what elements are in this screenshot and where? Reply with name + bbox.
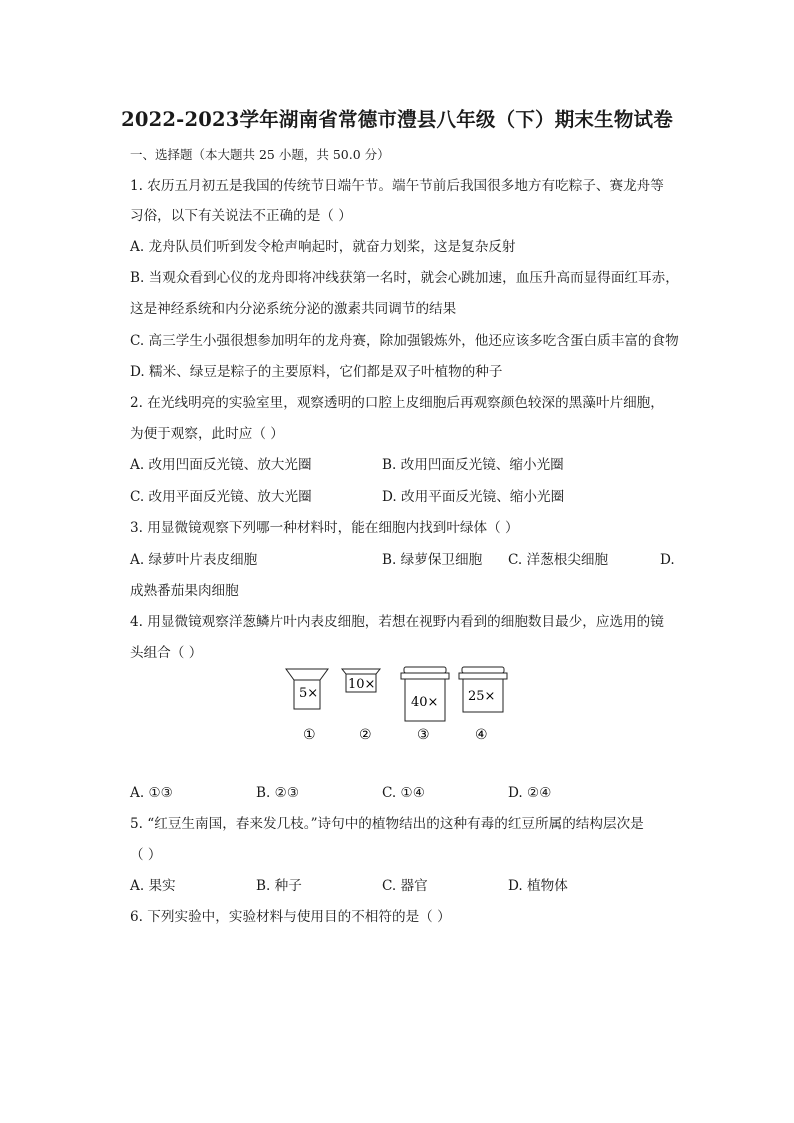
lens-number-4: ④ [475, 727, 488, 743]
section-heading: 一、选择题（本大题共 25 小题，共 50.0 分） [130, 147, 390, 162]
q4-option-a: A. ①③ [130, 785, 173, 801]
q2-option-d: D. 改用平面反光镜、缩小光圈 [382, 489, 565, 505]
lens-diagram [280, 662, 520, 752]
lens-number-2: ② [359, 727, 372, 743]
q1-option-a: A. 龙舟队员们听到发令枪声响起时，就奋力划桨，这是复杂反射 [130, 239, 516, 255]
q1-option-b-line1: B. 当观众看到心仪的龙舟即将冲线获第一名时，就会心跳加速，血压升高而显得面红耳赤， [130, 270, 679, 286]
q1-stem-line2: 习俗，以下有关说法不正确的是（ ） [130, 208, 352, 224]
q5-option-b: B. 种子 [256, 878, 302, 894]
q3-option-d: D. [660, 552, 675, 568]
q2-stem-line1: 2. 在光线明亮的实验室里，观察透明的口腔上皮细胞后再观察颜色较深的黑藻叶片细胞， [130, 395, 664, 411]
q3-option-b: B. 绿萝保卫细胞 [382, 552, 483, 568]
q3-option-d-text: 成熟番茄果肉细胞 [130, 583, 239, 599]
q1-option-c: C. 高三学生小强很想参加明年的龙舟赛，除加强锻炼外，他还应该多吃含蛋白质丰富的食物 [130, 333, 679, 349]
page-title: 2022-2023学年湖南省常德市澧县八年级（下）期末生物试卷 [121, 108, 673, 131]
q2-stem-line2: 为便于观察，此时应（ ） [130, 426, 284, 442]
q3-option-c: C. 洋葱根尖细胞 [508, 552, 609, 568]
q4-option-d: D. ②④ [508, 785, 552, 801]
q6-stem: 6. 下列实验中，实验材料与使用目的不相符的是（ ） [130, 909, 451, 925]
q5-stem-line2: （ ） [130, 847, 162, 863]
q4-option-b: B. ②③ [256, 785, 300, 801]
q4-stem-line1: 4. 用显微镜观察洋葱鳞片叶内表皮细胞，若想在视野内看到的细胞数目最少，应选用的镜 [130, 614, 664, 630]
lens-label-40x: 40× [411, 695, 439, 710]
q4-option-c: C. ①④ [382, 785, 425, 801]
lens-label-10x: 10× [348, 677, 376, 692]
lens-number-3: ③ [417, 727, 430, 743]
q5-option-a: A. 果实 [130, 878, 176, 894]
q5-option-c: C. 器官 [382, 878, 428, 894]
q4-stem-line2: 头组合（ ） [130, 645, 203, 661]
q5-option-d: D. 植物体 [508, 878, 568, 894]
q1-option-d: D. 糯米、绿豆是粽子的主要原料，它们都是双子叶植物的种子 [130, 364, 503, 380]
q3-stem: 3. 用显微镜观察下列哪一种材料时，能在细胞内找到叶绿体（ ） [130, 520, 519, 536]
q2-option-c: C. 改用平面反光镜、放大光圈 [130, 489, 312, 505]
lens-number-1: ① [303, 727, 316, 743]
objective-40x [401, 667, 449, 721]
lens-label-25x: 25× [468, 689, 496, 704]
q1-option-b-line2: 这是神经系统和内分泌系统分泌的激素共同调节的结果 [130, 301, 457, 317]
q3-option-a: A. 绿萝叶片表皮细胞 [130, 552, 258, 568]
lens-label-5x: 5× [299, 686, 319, 701]
q2-option-b: B. 改用凹面反光镜、缩小光圈 [382, 457, 564, 473]
q1-stem-line1: 1. 农历五月初五是我国的传统节日端午节。端午节前后我国很多地方有吃粽子、赛龙舟等 [130, 178, 664, 194]
q2-option-a: A. 改用凹面反光镜、放大光圈 [130, 457, 312, 473]
q5-stem-line1: 5. “红豆生南国，春来发几枝。”诗句中的植物结出的这种有毒的红豆所属的结构层次是 [130, 816, 644, 832]
